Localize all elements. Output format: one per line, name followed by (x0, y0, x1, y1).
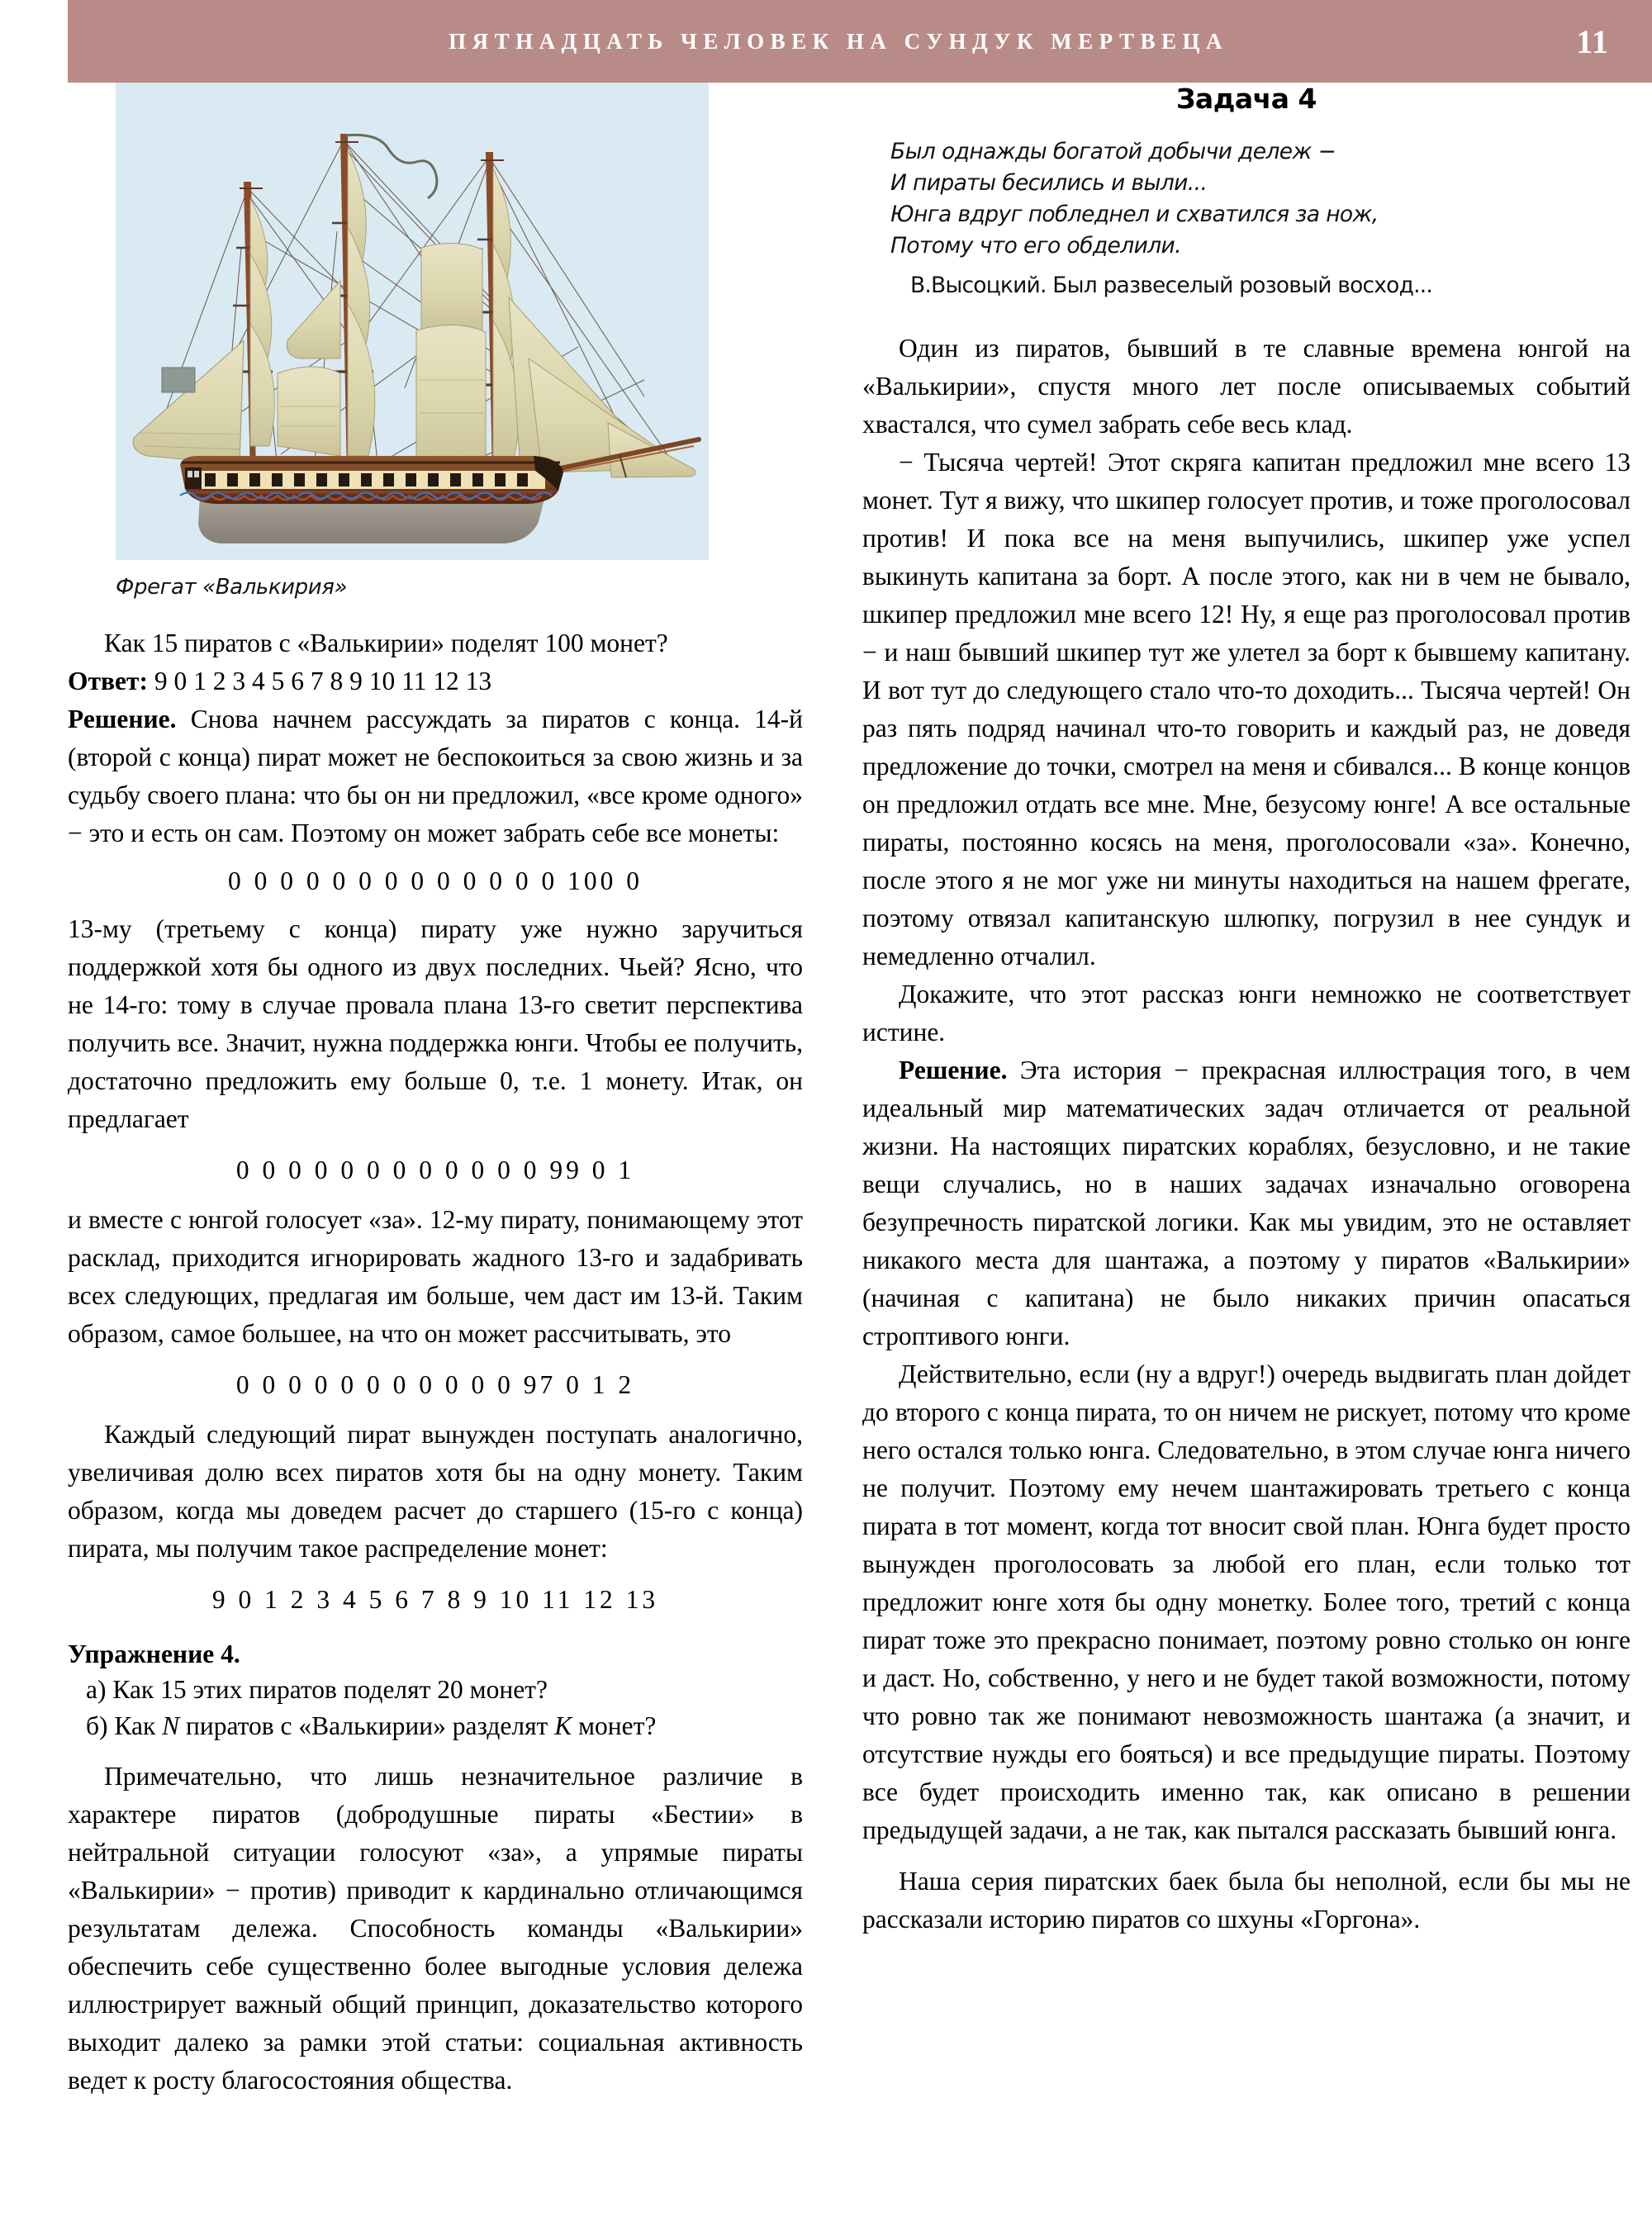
epigraph-line: И пираты бесились и выли... (890, 170, 1208, 196)
distribution-row-2: 0 0 0 0 0 0 0 0 0 0 0 0 99 0 1 (235, 1155, 635, 1184)
right-paragraph-2: − Тысяча чертей! Этот скряга капитан предложил мне всего 13 монет. Тут я вижу, что шкипер голосует против, и тоже проголосовал против! И пока все на меня выпучились, шкипер уже успел выкинуть капитана за борт. А после этого, как ни в чем не бывало, шкипер предложил мне всего 12! Ну, я еще раз проголосовал против − и наш бывший шкипер тут же улетел за борт к бывшему капитану. И вот тут до следующего стало что-то доходить... Тысяча чертей! Он раз пять подряд начинал что-то говорить и каждый раз, не доведя предложение до точки, смотрел на меня и сбивался... В конце концов он предложил отдать все мне. Мне, безусому юнге! А все остальные пираты, постоянно косясь на меня, проголосовали «за». Конечно, после этого я не мог уже ни минуты находиться на нашем фрегате, поэтому отвязал капитанскую шлюпку, погрузил в нее сундук и немедленно отчалил. (862, 448, 1631, 970)
left-closing-paragraph: Примечательно, что лишь незначительное различие в характере пиратов (добродушные пираты «Бестии» в нейтральной ситуации голосуют «за», а упрямые пираты «Валькирии» − против) приводит к кардинально отличающимся результатам дележа. Способность команды «Валькирии» обеспечить себе существенно более выгодные условия дележа иллюстрирует важный общий принцип, доказательство которого выходит далеко за рамки этой статьи: социальная активность ведет к росту благосостояния общества. (68, 1762, 803, 2095)
answer-line (68, 662, 803, 700)
task-title: Задача 4 (1175, 83, 1317, 115)
exercise-b-variable-n: N (162, 1711, 180, 1740)
distribution-row-final: 9 0 1 2 3 4 5 6 7 8 9 10 11 12 13 (211, 1585, 659, 1614)
exercise-b-variable-k: K (554, 1711, 572, 1740)
answer-label: Ответ: (68, 667, 148, 695)
epigraph-line: Юнга вдруг побледнел и схватился за нож, (890, 202, 1379, 227)
exercise-b-middle: пиратов с «Валькирии» разделят (179, 1711, 555, 1740)
exercise-item-b (68, 1708, 803, 1744)
solution-paragraph-1 (68, 700, 803, 852)
ship-svg (116, 83, 709, 560)
left-column (68, 83, 803, 2100)
running-header-title: ПЯТНАДЦАТЬ ЧЕЛОВЕК НА СУНДУК МЕРТВЕЦА (449, 28, 1229, 54)
figure-caption: Фрегат «Валькирия» (116, 575, 348, 600)
exercise-heading: Упражнение 4. (68, 1639, 240, 1668)
solution-label: Решение. (68, 705, 177, 733)
distribution-row-1: 0 0 0 0 0 0 0 0 0 0 0 0 0 100 0 (228, 866, 643, 895)
right-paragraph-5: Действительно, если (ну а вдруг!) очередь выдвигать план дойдет до второго с конца пирата, то он ничем не рискует, потому что кроме него остался только юнга. Следовательно, в этом случае юнга ничего не получит. Поэтому ему нечем шантажировать третьего с конца пирата в тот момент, когда тот вносит свой план. Юнга будет просто вынужден проголосовать за любой его план, если только тот предложит юнге хотя бы одну монетку. Более того, третий с конца пират тоже это прекрасно понимает, поэтому ровно столько он юнге и даст. Но, собственно, у него и не будет такой возможности, потому что ровно так же понимают невозможность шантажа (а значит, и отсутствие нужды его бояться) и все предыдущие пираты. Поэтому все будет происходить именно так, как описано в решении предыдущей задачи, а не так, как пытался рассказать бывший юнга. (862, 1359, 1631, 1844)
spacer (68, 1744, 803, 1758)
exercise-item-a: а) Как 15 этих пиратов поделят 20 монет? (86, 1675, 548, 1704)
epigraph-line: Был однажды богатой добычи дележ − (890, 139, 1336, 164)
solution-paragraph-2: 13-му (третьему с конца) пирату уже нужно заручиться поддержкой хотя бы одного из двух последних. Чьей? Ясно, что не 14-го: тому в случае провала плана 13-го светит перспектива получить все. Значит, нужна поддержка юнги. Чтобы ее получить, достаточно предложить ему больше 0, т.е. 1 монету. Итак, он предлагает (68, 914, 803, 1133)
answer-value: 9 0 1 2 3 4 5 6 7 8 9 10 11 12 13 (154, 667, 492, 695)
solution-text-1: Снова начнем рассуждать за пиратов с конца. 14-й (второй с конца) пират может не беспокоиться за свою жизнь и за судьбу своего плана: что бы он ни предложил, «все кроме одного» − это и есть он сам. Поэтому он может забрать себе все монеты: (68, 705, 803, 847)
frigate-illustration (116, 83, 709, 560)
right-column (862, 83, 1631, 1938)
running-header (68, 0, 1652, 83)
spacer (862, 1849, 1631, 1862)
page-body (0, 83, 1652, 2216)
right-body-text (862, 330, 1631, 1938)
left-question: Как 15 пиратов с «Валькирии» поделят 100 монет? (104, 629, 668, 657)
spacer (68, 600, 803, 624)
exercise-b-suffix: монет? (572, 1711, 657, 1740)
right-paragraph-1: Один из пиратов, бывший в те славные времена юнгой на «Валькирии», спустя много лет после описываемых событий хвастался, что сумел забрать себе весь клад. (862, 334, 1631, 439)
solution-paragraph-3: и вместе с юнгой голосует «за». 12-му пирату, понимающему этот расклад, приходится игнорировать жадного 13-го и задабривать всех следующих, предлагая им больше, чем даст им 13-й. Таким образом, самое большее, на что он может рассчитывать, это (68, 1205, 803, 1348)
right-paragraph-3: Докажите, что этот рассказ юнги немножко не соответствует истине. (862, 980, 1631, 1046)
epigraph-source: В.Высоцкий. Был развеселый розовый восход... (910, 273, 1432, 298)
distribution-row-3: 0 0 0 0 0 0 0 0 0 0 0 97 0 1 2 (235, 1370, 635, 1399)
right-solution-text: Эта история − прекрасная иллюстрация того, в чем идеальный мир математических задач отличается от реальной жизни. На настоящих пиратских кораблях, безусловно, и не такие вещи случались, но в наших задачах изначально оговорена безупречность пиратской логики. Как мы увидим, это не оставляет никакого места для шантажа, а поэтому у пиратов «Валькирии» (начиная с капитана) не было никаких причин опасаться строптивого юнги. (862, 1056, 1631, 1350)
epigraph (890, 136, 1631, 262)
page-number: 11 (1576, 22, 1609, 60)
right-solution-paragraph (862, 1051, 1631, 1355)
right-solution-label: Решение. (899, 1056, 1008, 1084)
solution-paragraph-4: Каждый следующий пират вынужден поступать аналогично, увеличивая долю всех пиратов хотя бы на одну монету. Таким образом, когда мы доведем расчет до старшего (15-го с конца) пирата, мы получим такое распределение монет: (68, 1420, 803, 1563)
epigraph-line: Потому что его обделили. (890, 233, 1182, 259)
right-paragraph-6: Наша серия пиратских баек была бы неполной, если бы мы не рассказали историю пиратов со шхуны «Горгона». (862, 1867, 1631, 1934)
exercise-b-prefix: б) Как (86, 1711, 163, 1740)
